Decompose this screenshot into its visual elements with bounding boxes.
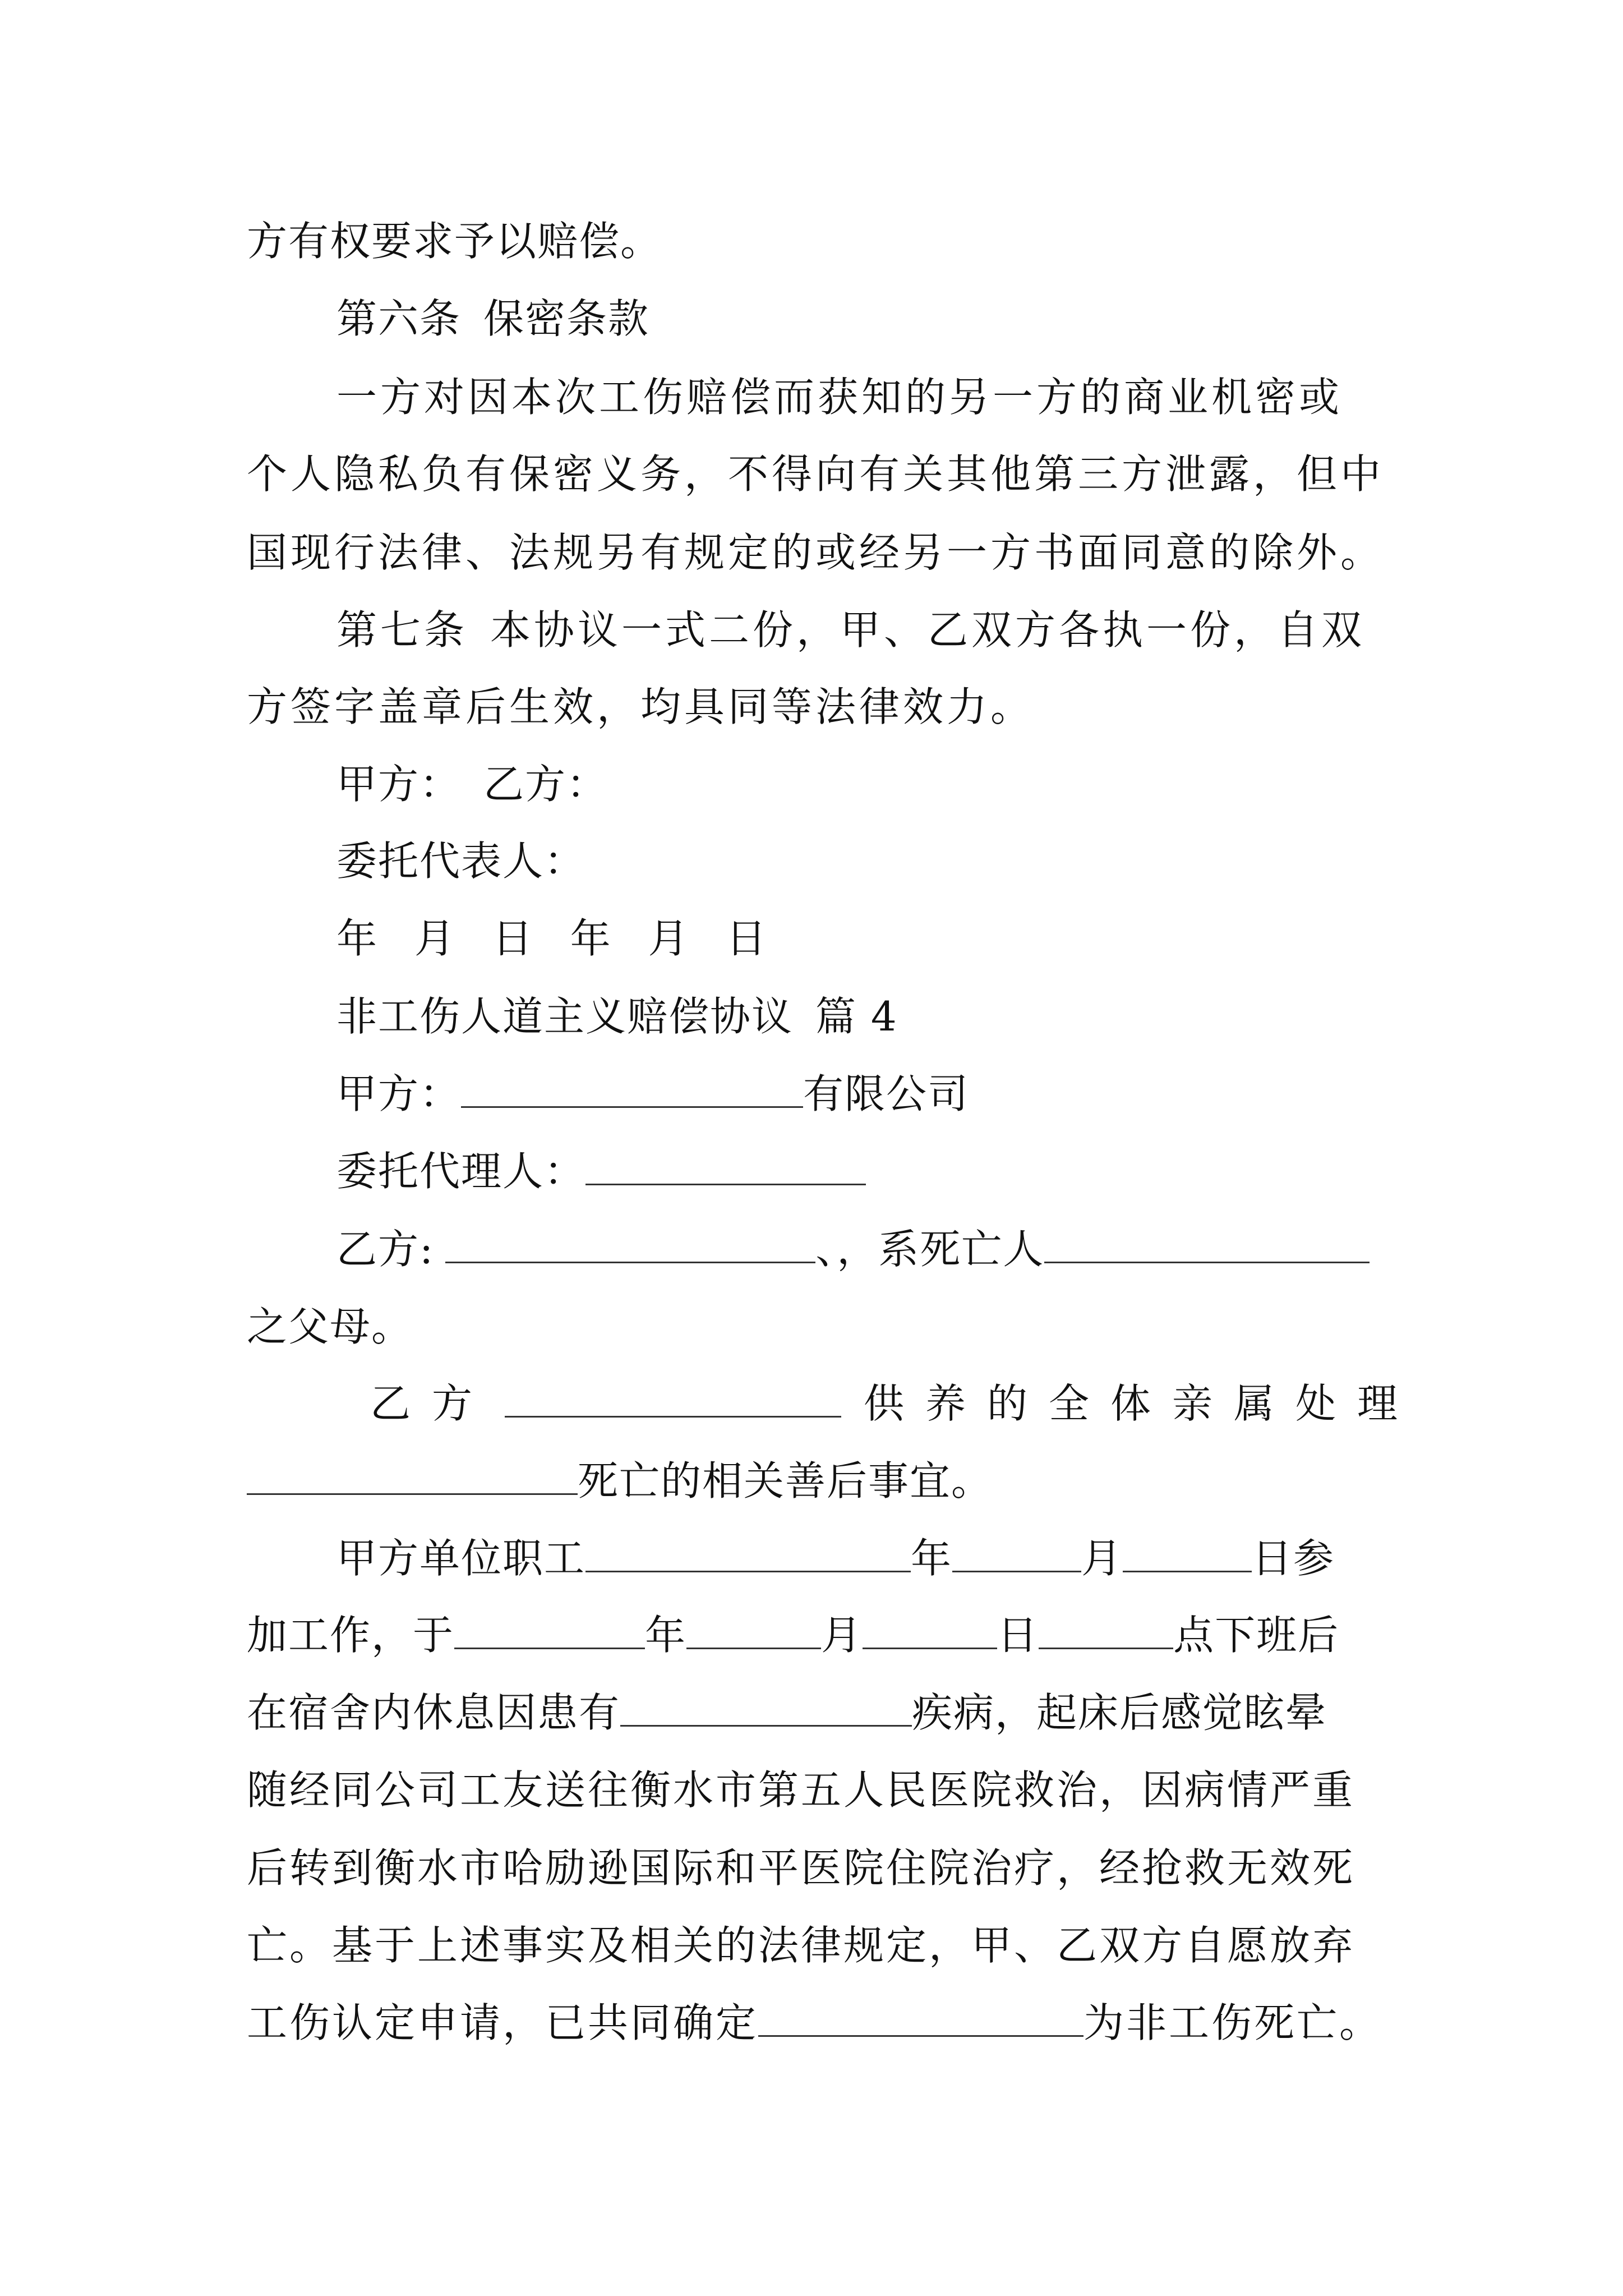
date-labels: 年 月 日 年 月 日: [336, 915, 779, 962]
text-line: [247, 1299, 413, 1355]
year-label: 年: [645, 1612, 687, 1659]
day-blank[interactable]: [863, 1613, 997, 1649]
article-6-heading: [336, 291, 649, 347]
month-label: 月: [1081, 1535, 1123, 1582]
party-a-label: 甲方：: [336, 761, 462, 808]
paragraph-text: 国现行法律、法规另有规定的或经另一方书面同意的除外。: [247, 529, 1385, 576]
paragraph-text: 在宿舍内休息因患有: [247, 1689, 621, 1736]
paragraph-text: 点下班后: [1173, 1612, 1340, 1659]
paragraph-text: 方有权要求予以赔偿。: [247, 218, 662, 265]
day-label: 日: [997, 1612, 1039, 1659]
illness-line: [247, 1685, 1327, 1741]
month-blank[interactable]: [686, 1613, 821, 1649]
company-name-blank[interactable]: [461, 1071, 803, 1108]
illness-blank[interactable]: [620, 1690, 912, 1727]
day-label: 日参: [1252, 1535, 1335, 1582]
year-label: 年: [911, 1535, 953, 1582]
agent-name-blank[interactable]: [585, 1149, 866, 1185]
month-label: 月: [821, 1612, 863, 1659]
paragraph-text: 随经同公司工友送往衡水市第五人民医院救治，因病情严重: [247, 1766, 1355, 1814]
article-7-line: [336, 602, 1365, 658]
text-line: [247, 446, 1384, 502]
article-number: 第七条: [336, 606, 468, 654]
article-number: 第六条: [336, 295, 462, 342]
representative-line: [336, 833, 585, 889]
signature-parties-line: [336, 756, 608, 812]
text-line: [247, 1453, 993, 1509]
agent-label: 委托代理人：: [336, 1148, 586, 1195]
text-line: [247, 524, 1384, 581]
paragraph-text: 后转到衡水市哈励逊国际和平医院住院治疗，经抢救无效死: [247, 1844, 1355, 1892]
day-blank[interactable]: [1123, 1536, 1252, 1572]
text-line: [247, 1840, 1355, 1896]
paragraph-text: 之父母。: [247, 1303, 413, 1350]
employee-line: [336, 1530, 1335, 1586]
dependents-blank[interactable]: [505, 1381, 841, 1418]
paragraph-text: 个人隐私负有保密义务，不得向有关其他第三方泄露，但中: [247, 450, 1385, 498]
text-line: [247, 1917, 1355, 1973]
hour-blank[interactable]: [1039, 1613, 1173, 1649]
paragraph-text: 供养的全体亲属处理: [864, 1380, 1419, 1427]
company-suffix: 有限公司: [803, 1070, 970, 1117]
article-title: 保密条款: [483, 295, 650, 342]
deceased-name-blank[interactable]: [247, 1458, 578, 1495]
paragraph-text: 为非工伤死亡。: [1083, 1999, 1382, 2046]
paragraph-text: 一方对因本次工伤赔偿而获知的另一方的商业机密或: [336, 374, 1343, 421]
agent-line: [336, 1143, 866, 1199]
paragraph-text: 疾病，起床后感觉眩晕: [912, 1689, 1327, 1736]
party-b-name-blank[interactable]: [445, 1227, 815, 1263]
deceased-name-blank[interactable]: [1044, 1227, 1370, 1263]
paragraph-text: 亡。基于上述事实及相关的法律规定，甲、乙双方自愿放弃: [247, 1922, 1355, 1969]
paragraph-text: 加工作，于: [247, 1612, 455, 1659]
month-blank[interactable]: [952, 1536, 1081, 1572]
section-number: 篇 4: [815, 993, 898, 1040]
paragraph-text: 甲方单位职工: [336, 1535, 586, 1582]
party-a-label: 甲方：: [336, 1070, 462, 1117]
text-line: [247, 1762, 1355, 1818]
paragraph-text: 工伤认定申请，已共同确定: [247, 1999, 759, 2046]
party-a-line: [336, 1066, 969, 1122]
section-title: [336, 988, 898, 1045]
party-b-line: [336, 1221, 1370, 1277]
representative-label: 委托代表人：: [336, 838, 586, 885]
party-b-label: 乙方: [370, 1380, 494, 1427]
paragraph-text: 本协议一式二份，甲、乙双方各执一份，自双: [490, 606, 1366, 654]
deceased-relation-text: 、，系死亡人: [815, 1226, 1045, 1273]
date-line: [336, 910, 778, 967]
paragraph-text: 死亡的相关善后事宜。: [578, 1457, 993, 1504]
conclusion-line: [247, 1995, 1382, 2051]
dependents-line: [370, 1375, 1419, 1432]
deceased-name-blank[interactable]: [758, 2000, 1083, 2037]
agreement-title: 非工伤人道主义赔偿协议: [336, 993, 794, 1040]
paragraph-text: 方签字盖章后生效，均具同等法律效力。: [247, 683, 1035, 730]
date-time-line: [247, 1607, 1339, 1663]
year-blank[interactable]: [454, 1613, 645, 1649]
employee-name-blank[interactable]: [585, 1536, 911, 1572]
text-line: [247, 213, 662, 269]
text-line: [336, 369, 1343, 425]
party-b-label: 乙方：: [483, 761, 608, 808]
party-b-label: 乙方:: [336, 1226, 435, 1273]
text-line: [247, 679, 1034, 735]
